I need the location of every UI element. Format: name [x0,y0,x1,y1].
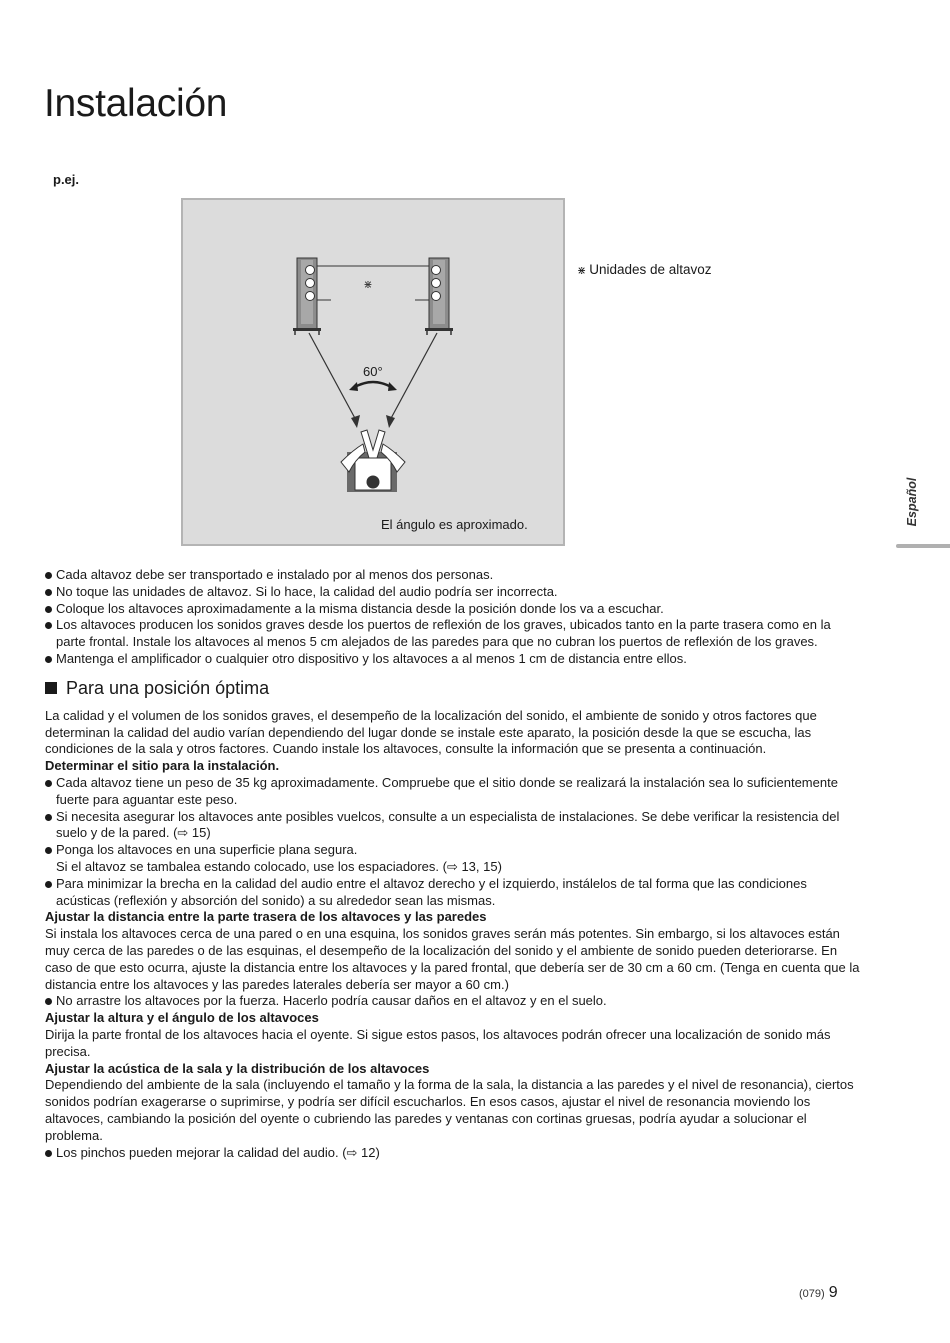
height-paragraph: Dirija la parte frontal de los altavoces hacia el oyente. Si sigue estos pasos, los altavoces podrán ofrecer una localización de sonido más precisa. [45,1026,831,1059]
example-label: p.ej. [53,172,80,187]
main-content [45,567,860,1161]
list-item: Para minimizar la brecha en la calidad del audio entre el altavoz derecho y el izquierdo, instálelos de tal forma que las condiciones acústicas (reflexión y absorción del sonido) a su alrededor sean las mismas. [45,876,860,910]
speaker-unit-marker: ⋇ [363,278,373,291]
intro-paragraph: La calidad y el volumen de los sonidos graves, el desempeño de la localización del sonido, el ambiente de sonido y otros factores que determinan la calidad del audio varían dependiendo del lugar donde se instale este aparato, la posición desde la que se escucha, las condiciones de la sala y otros factores. Cuando instale los altavoces, consulte la información que se presenta a continuación. [45,707,817,757]
page-code: (079) [799,1288,825,1300]
language-tab-bar [896,544,950,548]
page-title: Instalación [44,82,228,125]
subheading-height: Ajustar la altura y el ángulo de los altavoces [45,1010,319,1026]
acoustics-paragraph: Dependiendo del ambiente de la sala (incluyendo el tamaño y la forma de la sala, la distancia a las paredes y el nivel de resonancia), ciertos sonidos podrían exagerarse o suprimirse, y podría ser difícil escucharlos. En esos casos, ajustar el nivel de resonancia moviendo los altavoces, cambiando la posición del oyente o cubriendo las paredes y ventanas con cortinas gruesas, podría ayudar a solucionar el problema. [45,1077,854,1143]
listener-icon [341,430,405,492]
angle-note: El ángulo es aproximado. [381,517,528,532]
square-bullet-icon [45,682,57,694]
page-number: 9 [828,1284,838,1301]
page-footer [799,1284,838,1302]
list-item: No toque las unidades de altavoz. Si lo hace, la calidad del audio podría ser incorrecta. [45,584,860,601]
list-item: Los pinchos pueden mejorar la calidad del audio. (⇨ 12) [45,1145,860,1162]
subheading-acoustics: Ajustar la acústica de la sala y la distribución de los altavoces [45,1060,430,1076]
section-heading-optimal [45,677,860,699]
speaker-distance-bracket [317,266,331,300]
list-item-note: Si el altavoz se tambalea estando colocado, use los espaciadores. (⇨ 13, 15) [56,858,502,874]
language-tab [897,470,927,534]
figure-legend [577,262,712,277]
subheading-distance: Ajustar la distancia entre la parte trasera de los altavoces y las paredes [45,909,487,925]
distance-paragraph: Si instala los altavoces cerca de una pared o en una esquina, los sonidos graves serán más potentes. Sin embargo, si los altavoces están muy cerca de las paredes o de las esquinas, el desempeño de la localización del sonido y el ambiente de sonido pueden deteriorarse. En caso de que esto ocurra, ajuste la distancia entre los altavoces y la pared frontal, que debería ser de 30 cm a 60 cm. (Tenga en cuenta que la distancia entre los altavoces y las paredes laterales debería ser mayor a 60 cm.) [45,926,860,992]
angle-label: 60° [363,364,383,379]
list-item: Cada altavoz debe ser transportado e instalado por al menos dos personas. [45,567,860,584]
subheading-site: Determinar el sitio para la instalación. [45,758,280,774]
list-item: Coloque los altavoces aproximadamente a la misma distancia desde la posición donde los va a escuchar. [45,601,860,618]
left-sight-line [309,333,357,422]
language-tab-label: Español [905,477,919,527]
list-item: Mantenga el amplificador o cualquier otro dispositivo y los altavoces a al menos 1 cm de distancia entre ellos. [45,651,860,668]
list-item: Ponga los altavoces en una superficie plana segura. [45,842,860,859]
list-item: Si necesita asegurar los altavoces ante posibles vuelcos, consulte a un especialista de instalaciones. Se debe verificar la resistencia del suelo y de la pared. (⇨ 15) [45,809,860,843]
speaker-placement-figure [181,198,565,546]
legend-marker: ⋇ [577,265,587,277]
section-heading-text: Para una posición óptima [66,677,270,698]
angle-arc [353,382,393,388]
list-item: Los altavoces producen los sonidos graves desde los puertos de reflexión de los graves, ubicados tanto en la parte trasera como en la parte frontal. Instale los altavoces al menos 5 cm alejados de las paredes para que no cubran los puertos de reflexión de los graves. [45,617,860,651]
legend-text: Unidades de altavoz [589,262,712,277]
list-item: No arrastre los altavoces por la fuerza. Hacerlo podría causar daños en el altavoz y en el suelo. [45,993,860,1010]
right-sight-line [389,333,437,422]
list-item: Cada altavoz tiene un peso de 35 kg aproximadamente. Compruebe que el sitio donde se realizará la instalación sea lo suficientemente fuerte para aguantar este peso. [45,775,860,809]
